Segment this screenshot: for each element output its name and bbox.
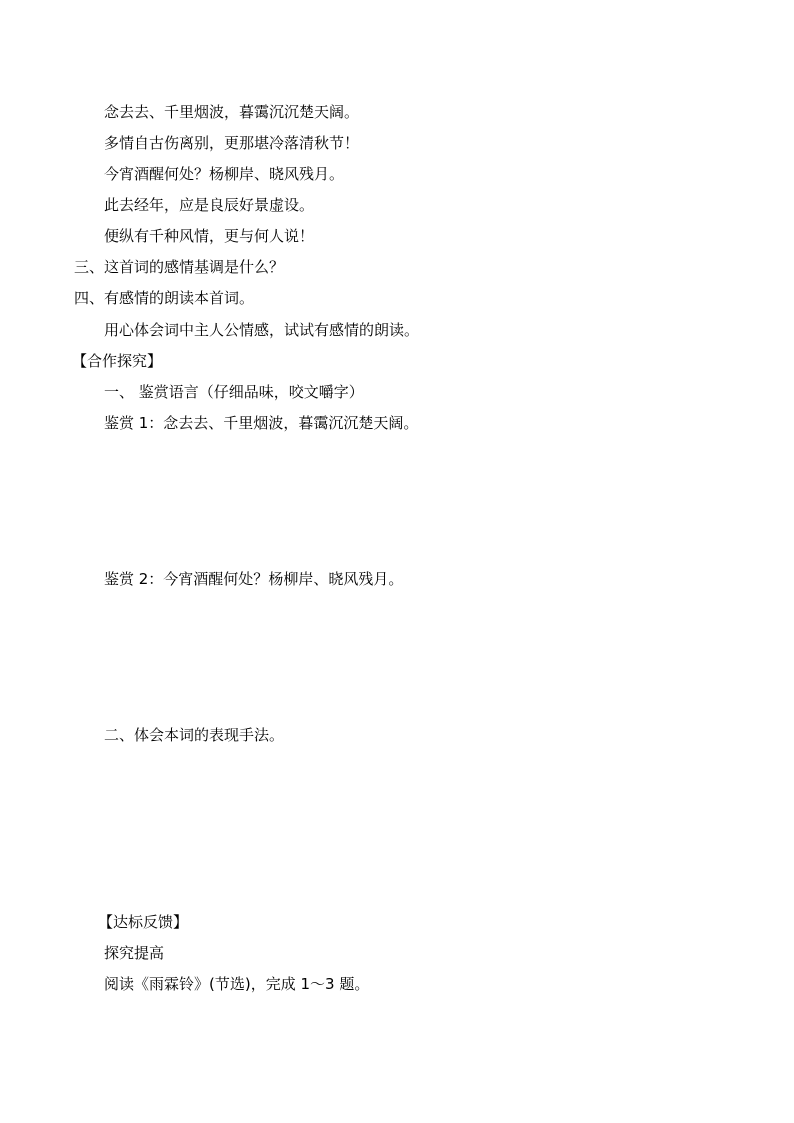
question-4-note: 用心体会词中主人公情感，试试有感情的朗读。 bbox=[104, 321, 420, 339]
cooperation-heading: 【合作探究】 bbox=[72, 352, 163, 370]
poem-line-4: 此去经年，应是良辰好景虚设。 bbox=[104, 196, 315, 214]
section-2-title: 二、体会本词的表现手法。 bbox=[104, 726, 285, 744]
poem-line-1: 念去去、千里烟波，暮霭沉沉楚天阔。 bbox=[104, 103, 360, 121]
appreciation-2: 鉴赏 2：今宵酒醒何处？杨柳岸、晓风残月。 bbox=[104, 570, 404, 588]
section-1-title: 一、 鉴赏语言（仔细品味，咬文嚼字） bbox=[104, 383, 364, 401]
feedback-heading: 【达标反馈】 bbox=[98, 913, 189, 931]
feedback-subheading: 探究提高 bbox=[104, 944, 165, 962]
poem-line-5: 便纵有千种风情，更与何人说！ bbox=[104, 227, 315, 245]
appreciation-1: 鉴赏 1：念去去、千里烟波，暮霭沉沉楚天阔。 bbox=[104, 414, 419, 432]
question-4: 四、有感情的朗读本首词。 bbox=[74, 289, 255, 307]
feedback-instruction: 阅读《雨霖铃》(节选)，完成 1～3 题。 bbox=[104, 975, 370, 993]
poem-line-2: 多情自古伤离别，更那堪冷落清秋节！ bbox=[104, 134, 360, 152]
question-3: 三、这首词的感情基调是什么？ bbox=[74, 258, 285, 276]
poem-line-3: 今宵酒醒何处？杨柳岸、晓风残月。 bbox=[104, 165, 345, 183]
